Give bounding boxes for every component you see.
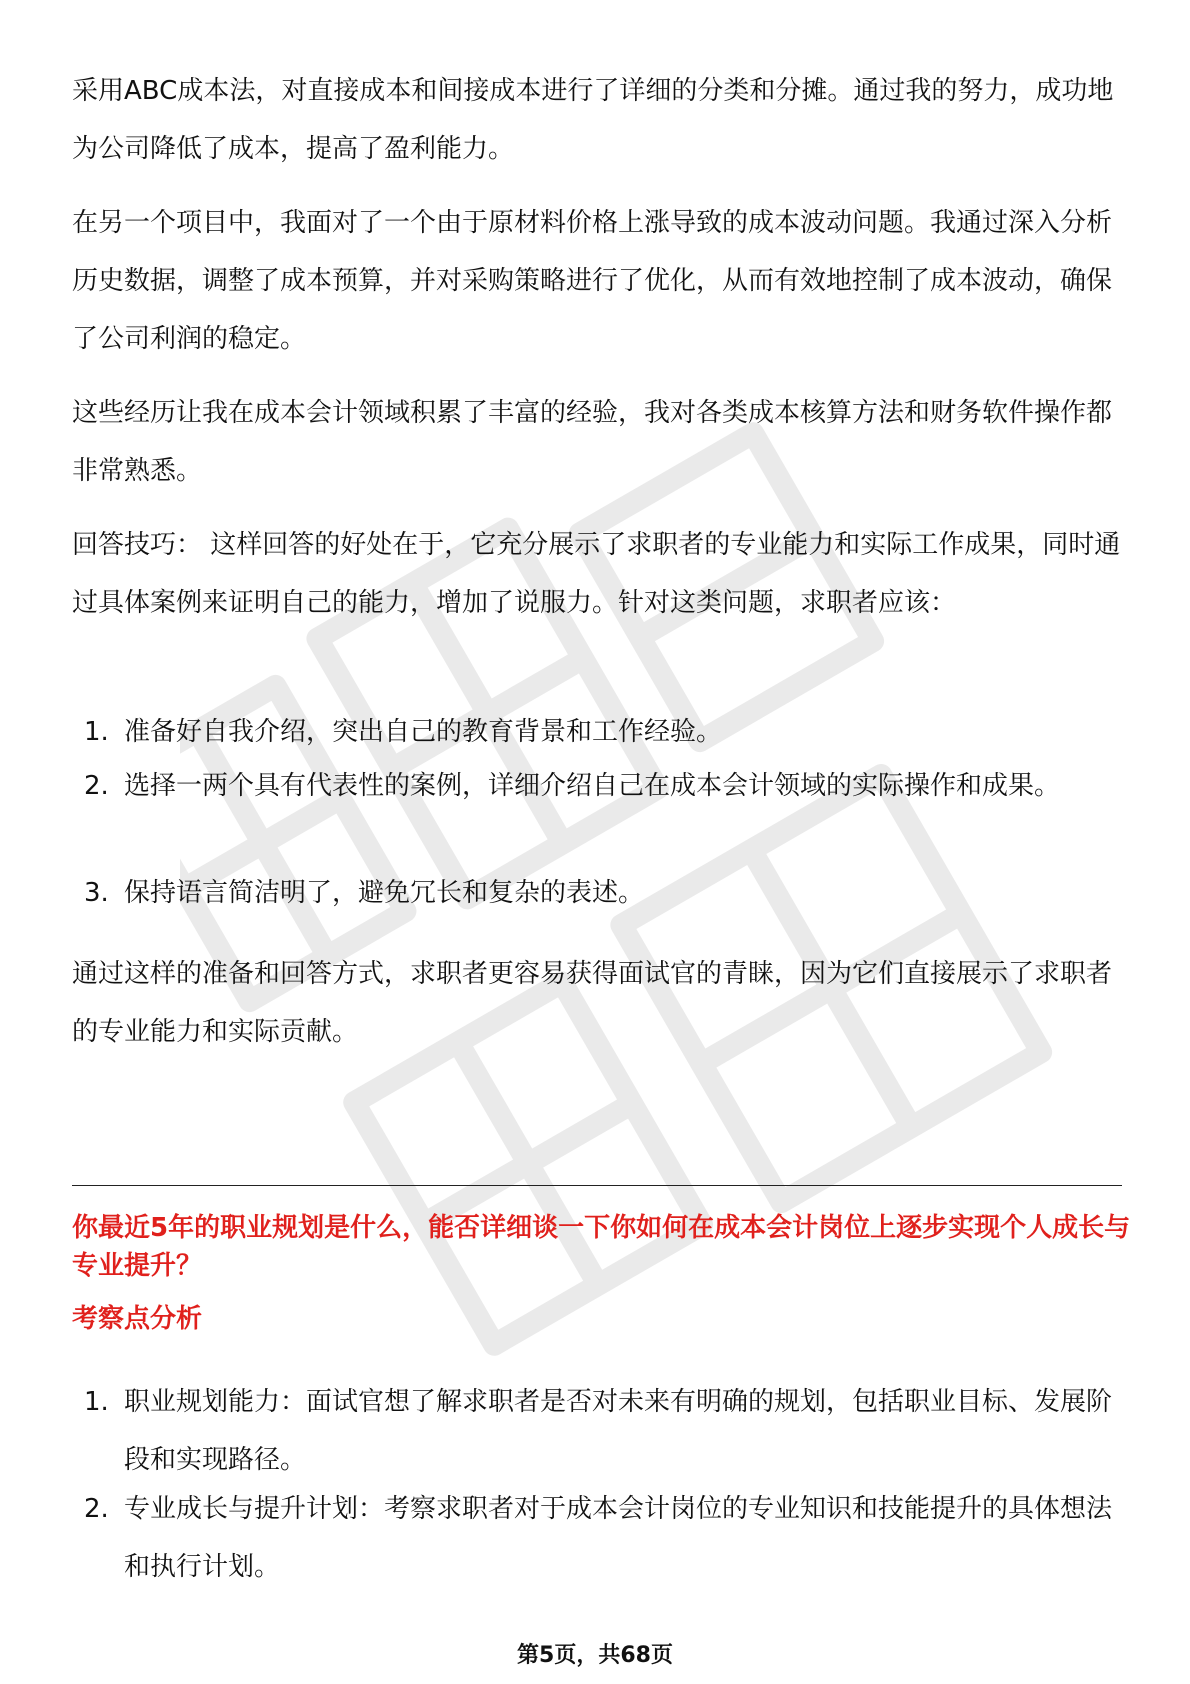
section-divider — [72, 1185, 1122, 1186]
list-number: 1. — [84, 717, 109, 747]
analysis-heading: 考察点分析 — [72, 1304, 203, 1334]
paragraph-cost-fluctuation: 在另一个项目中，我面对了一个由于原材料价格上涨导致的成本波动问题。我通过深入分析历史数据，调整了成本预算，并对采购策略进行了优化，从而有效地控制了成本波动，确保了公司利润的稳定。 — [72, 208, 1113, 354]
paragraph-abc-costing: 采用ABC成本法，对直接成本和间接成本进行了详细的分类和分摊。通过我的努力，成功地为公司降低了成本，提高了盈利能力。 — [72, 76, 1114, 164]
paragraph-experience: 这些经历让我在成本会计领域积累了丰富的经验，我对各类成本核算方法和财务软件操作都非常熟悉。 — [72, 398, 1113, 486]
question-title: 你最近5年的职业规划是什么，能否详细谈一下你如何在成本会计岗位上逐步实现个人成长与专业提升？ — [72, 1213, 1131, 1281]
list-text: 职业规划能力：面试官想了解求职者是否对未来有明确的规划，包括职业目标、发展阶段和实现路径。 — [124, 1387, 1113, 1475]
list-number: 2. — [84, 771, 109, 801]
list-number: 3. — [84, 878, 109, 908]
list-number: 2. — [84, 1494, 109, 1524]
paragraph-conclusion: 通过这样的准备和回答方式，求职者更容易获得面试官的青睐，因为它们直接展示了求职者的专业能力和实际贡献。 — [72, 959, 1113, 1047]
list-number: 1. — [84, 1387, 109, 1417]
paragraph-answer-tips: 回答技巧： 这样回答的好处在于，它充分展示了求职者的专业能力和实际工作成果，同时通过具体案例来证明自己的能力，增加了说服力。针对这类问题，求职者应该： — [72, 530, 1121, 618]
list-text: 选择一两个具有代表性的案例，详细介绍自己在成本会计领域的实际操作和成果。 — [124, 771, 1061, 801]
list-text: 准备好自我介绍，突出自己的教育背景和工作经验。 — [124, 717, 723, 747]
list-text: 专业成长与提升计划：考察求职者对于成本会计岗位的专业知识和技能提升的具体想法和执行计划。 — [124, 1494, 1113, 1582]
page-number-footer: 第5页，共68页 — [517, 1643, 673, 1668]
list-text: 保持语言简洁明了，避免冗长和复杂的表述。 — [124, 878, 645, 908]
